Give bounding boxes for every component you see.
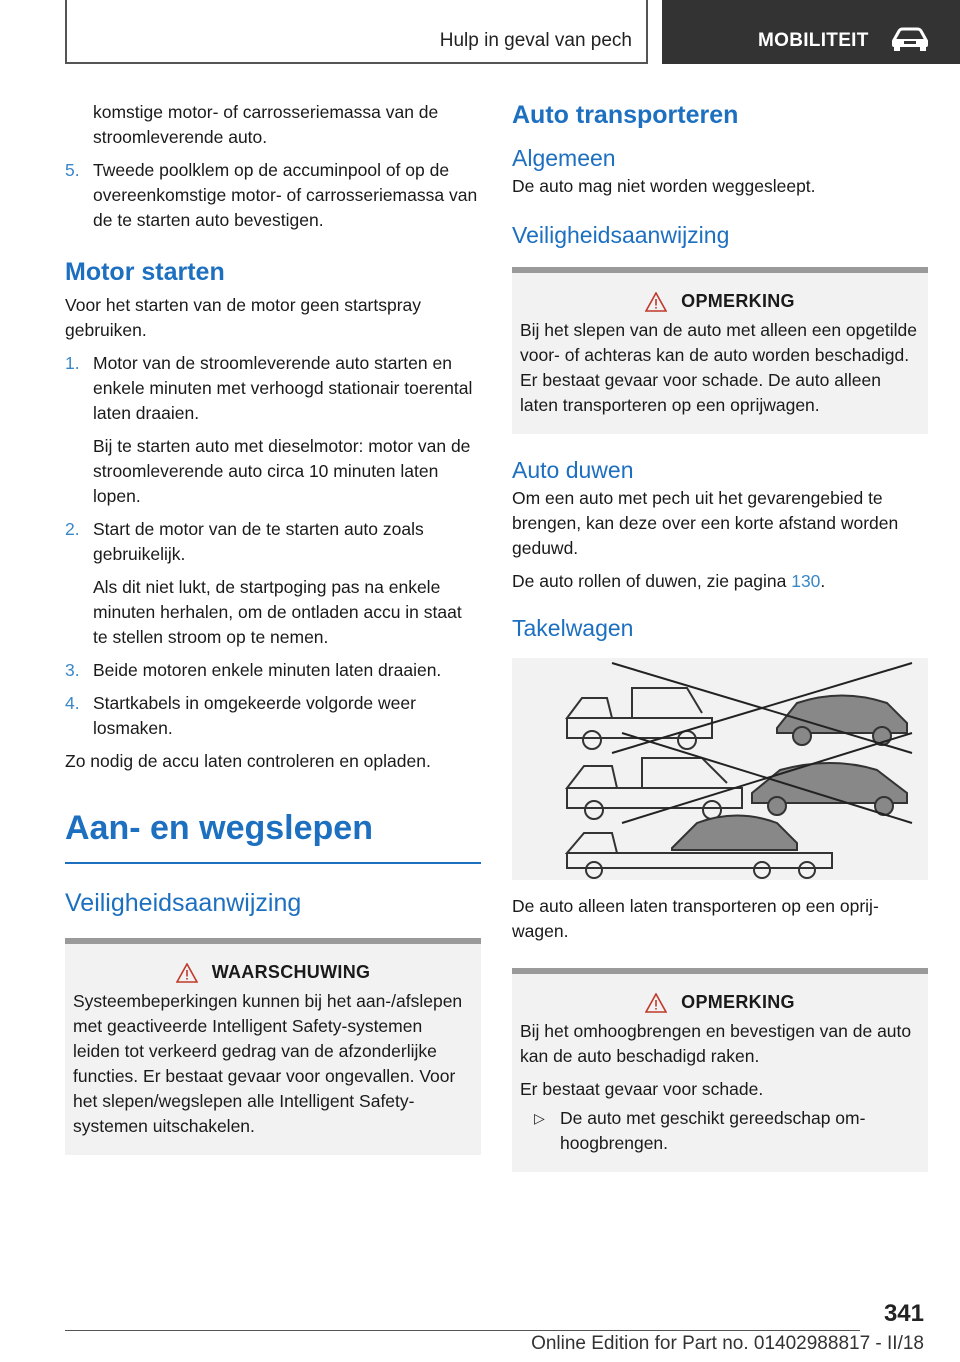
towing-illustration bbox=[512, 658, 928, 880]
warning-triangle-icon bbox=[645, 993, 667, 1013]
paragraph: De auto mag niet worden weggesleept. bbox=[512, 176, 816, 196]
triangle-bullet-icon: ▷ bbox=[534, 1110, 545, 1126]
list-text: Start de motor van de te starten auto zoals gebruikelijk. bbox=[93, 519, 424, 564]
list-number: 4. bbox=[65, 693, 80, 713]
list-text: Tweede poolklem op de accuminpool of op de overeenkomstige motor- of carrosseriemassa van de te starten auto bevestigen. bbox=[93, 160, 478, 230]
list-number: 1. bbox=[65, 353, 80, 373]
paragraph: Zo nodig de accu laten controleren en opladen. bbox=[65, 751, 431, 771]
right-column bbox=[512, 100, 928, 1194]
heading-veiligheidsaanwijzing: Veiligheidsaanwijzing bbox=[65, 889, 302, 917]
notice-title: OPMERKING bbox=[681, 291, 795, 311]
list-subtext: Bij te starten auto met dieselmotor: motor van de stroomleverende auto circa 10 minuten laten lopen. bbox=[93, 436, 471, 506]
list-item bbox=[65, 351, 481, 426]
paragraph: Om een auto met pech uit het gevarengebied te brengen, kan deze over een korte afstand worden geduwd. bbox=[512, 488, 899, 558]
notice-box bbox=[512, 267, 928, 434]
list-text: Startkabels in omgekeerde volgorde weer losmaken. bbox=[93, 693, 416, 738]
list-item bbox=[65, 158, 481, 233]
page-link[interactable]: 130 bbox=[791, 571, 821, 591]
page-number: 341 bbox=[883, 1300, 924, 1327]
car-1 bbox=[777, 696, 907, 734]
list-item bbox=[65, 691, 481, 741]
header-chapter-label: MOBILITEIT bbox=[758, 30, 869, 51]
car-icon bbox=[890, 26, 930, 52]
warning-triangle-icon bbox=[645, 292, 667, 312]
warning-header bbox=[73, 962, 473, 983]
notice-header bbox=[520, 992, 920, 1013]
warning-triangle-icon bbox=[176, 963, 198, 983]
heading-algemeen: Algemeen bbox=[512, 145, 616, 171]
list-item bbox=[65, 658, 481, 683]
left-column bbox=[65, 100, 481, 1177]
list-number: 5. bbox=[65, 160, 80, 180]
warning-box bbox=[65, 938, 481, 1155]
notice-text: Er bestaat gevaar voor schade. bbox=[520, 1079, 764, 1099]
footer-edition: Online Edition for Part no. 01402988817 - II/18 bbox=[531, 1333, 924, 1354]
list-number: 2. bbox=[65, 519, 80, 539]
notice-header bbox=[520, 291, 920, 312]
list-text: Motor van de stroomleverende auto starten en enkele minuten met verhoogd stationair toerental laten draaien. bbox=[93, 353, 473, 423]
footer-divider bbox=[65, 1330, 860, 1331]
ref-text: De auto rollen of duwen, zie pagina bbox=[512, 571, 792, 591]
heading-motor-starten: Motor starten bbox=[65, 258, 225, 286]
heading-auto-duwen: Auto duwen bbox=[512, 457, 634, 483]
warning-text: Systeembeperkingen kunnen bij het aan-/afslepen met geactiveerde Intelligent Safety-systemen leiden tot verkeerd gedrag van de afzonderlijke functies. Er bestaat gevaar voor ongevallen. Voor het slepen/wegslepen alle Intelligent Safety-systemen uitschakelen. bbox=[73, 991, 463, 1136]
header-section-box bbox=[65, 0, 648, 64]
notice-text: Bij het slepen van de auto met alleen een opgetilde voor- of achteras kan de auto worden beschadigd. Er bestaat gevaar voor schade. De auto alleen laten transporteren op een oprijwagen. bbox=[520, 320, 917, 415]
paragraph-page-ref bbox=[512, 569, 928, 594]
car-3 bbox=[672, 816, 797, 851]
notice-text: Bij het omhoogbrengen en bevestigen van de auto kan de auto beschadigd raken. bbox=[520, 1021, 912, 1066]
bullet-text: De auto met geschikt gereedschap omhoogbrengen. bbox=[560, 1108, 866, 1153]
header-section-title: Hulp in geval van pech bbox=[439, 30, 632, 51]
paragraph: Voor het starten van de motor geen startspray gebruiken. bbox=[65, 295, 422, 340]
list-subtext: Als dit niet lukt, de startpoging pas na enkele minuten herhalen, om de ontladen accu in staat te stellen stroom op te nemen. bbox=[93, 577, 462, 647]
heading-auto-transporteren: Auto transporteren bbox=[512, 101, 739, 129]
heading-takelwagen: Takelwagen bbox=[512, 615, 634, 641]
tow-truck-illustration bbox=[512, 658, 928, 880]
heading-aan-en-wegslepen: Aan- en wegslepen bbox=[65, 808, 481, 864]
notice-title: OPMERKING bbox=[681, 992, 795, 1012]
list-text: Beide motoren enkele minuten laten draaien. bbox=[93, 660, 442, 680]
notice-box-2 bbox=[512, 968, 928, 1172]
ref-end: . bbox=[820, 571, 826, 591]
header-chapter-tab[interactable] bbox=[662, 0, 960, 64]
heading-veiligheidsaanwijzing: Veiligheidsaanwijzing bbox=[512, 222, 730, 248]
warning-title: WAARSCHUWING bbox=[211, 962, 371, 982]
bullet-item bbox=[520, 1106, 920, 1156]
list-number: 3. bbox=[65, 660, 80, 680]
figure-caption: De auto alleen laten transporteren op een oprijwagen. bbox=[512, 896, 879, 941]
list-item bbox=[65, 517, 481, 567]
step-continuation: komstige motor- of carrosseriemassa van de stroomleverende auto. bbox=[93, 102, 439, 147]
